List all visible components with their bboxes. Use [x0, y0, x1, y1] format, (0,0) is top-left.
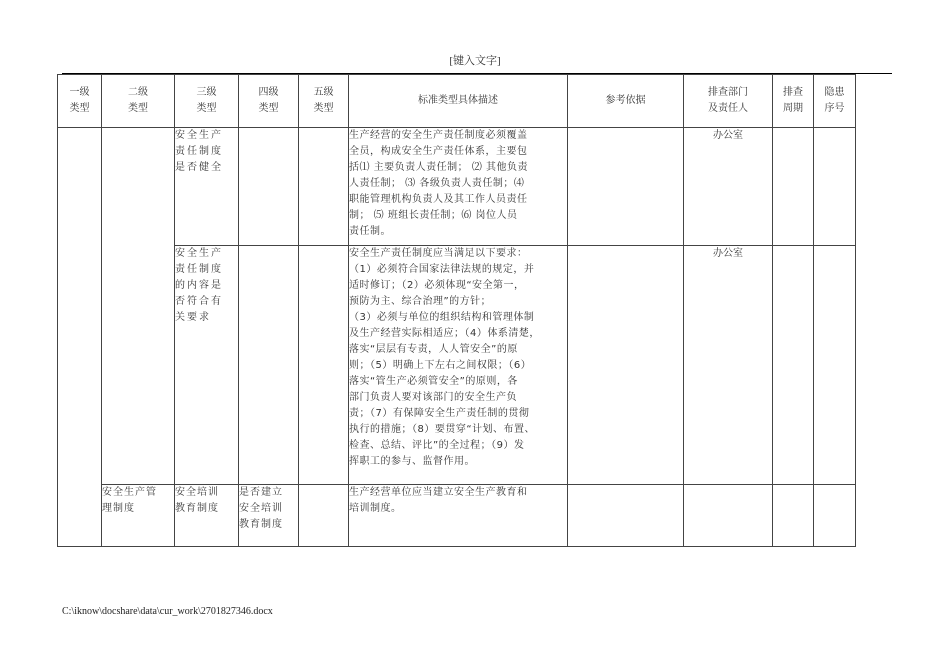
description-cell: 生产经营单位应当建立安全生产教育和 培训制度。: [349, 485, 568, 547]
header-level1: 一级 类型: [58, 75, 102, 128]
level3-cell: 安全生产 责任制度 是否健全: [175, 128, 239, 246]
header-level3: 三级 类型: [175, 75, 239, 128]
level3-cell: 安全培训 教育制度: [175, 485, 239, 547]
level5-cell: [299, 128, 349, 246]
level4-cell: [239, 246, 299, 485]
serial-cell: [814, 246, 856, 485]
header-department: 排查部门 及责任人: [684, 75, 773, 128]
header-serial: 隐患 序号: [814, 75, 856, 128]
level5-cell: [299, 485, 349, 547]
file-path-footer: C:\iknow\docshare\data\cur_work\2701827346.docx: [62, 606, 273, 617]
reference-cell: [568, 128, 684, 246]
level4-cell: 是否建立 安全培训 教育制度: [239, 485, 299, 547]
header-reference: 参考依据: [568, 75, 684, 128]
header-period: 排查 周期: [773, 75, 814, 128]
department-cell: 办公室: [684, 246, 773, 485]
hazard-table: [57, 74, 856, 547]
description-cell: 安全生产责任制度应当满足以下要求： （1）必须符合国家法律法规的规定，并 适时修订；（2）必须体现“安全第一， 预防为主、综合治理”的方针； （3）必须与单位的组织结构和管理体制 及生产经营实际相适应；（4）体系清楚， 落实“层层有专责，人人管安全”的原 则；（5）明确上下左右之间权限；（6） 落实“管生产必须管安全”的原则，各 部门负责人要对该部门的安全生产负 责；（7）有保障安全生产责任制的贯彻 执行的措施；（8）要贯穿“计划、布置、 检查、总结、评比”的全过程；（9）发 挥职工的参与、监督作用。: [349, 246, 568, 485]
header-description: 标准类型具体描述: [349, 75, 568, 128]
period-cell: [773, 128, 814, 246]
header-level5: 五级 类型: [299, 75, 349, 128]
level2-cell: 安全生产管 理制度: [102, 485, 175, 547]
serial-cell: [814, 128, 856, 246]
period-cell: [773, 485, 814, 547]
reference-cell: [568, 246, 684, 485]
reference-cell: [568, 485, 684, 547]
period-cell: [773, 246, 814, 485]
page-header: [键入文字]: [449, 55, 501, 67]
department-cell: 办公室: [684, 128, 773, 246]
table-row: [58, 246, 856, 485]
table-header-row: [58, 75, 856, 128]
level2-cell: [102, 128, 175, 485]
level5-cell: [299, 246, 349, 485]
level4-cell: [239, 128, 299, 246]
table-row: [58, 128, 856, 246]
header-level4: 四级 类型: [239, 75, 299, 128]
department-cell: [684, 485, 773, 547]
table-row: [58, 485, 856, 547]
description-cell: 生产经营的安全生产责任制度必须覆盖 全员，构成安全生产责任体系，主要包 括⑴ 主要负责人责任制； ⑵ 其他负责 人责任制； ⑶ 各级负责人责任制；⑷ 职能管理机构负责人及其工作人员责任 制； ⑸ 班组长责任制；⑹ 岗位人员 责任制。: [349, 128, 568, 246]
level3-cell: 安全生产 责任制度 的内容是 否符合有 关要求: [175, 246, 239, 485]
header-level2: 二级 类型: [102, 75, 175, 128]
serial-cell: [814, 485, 856, 547]
level1-cell: [58, 128, 102, 547]
